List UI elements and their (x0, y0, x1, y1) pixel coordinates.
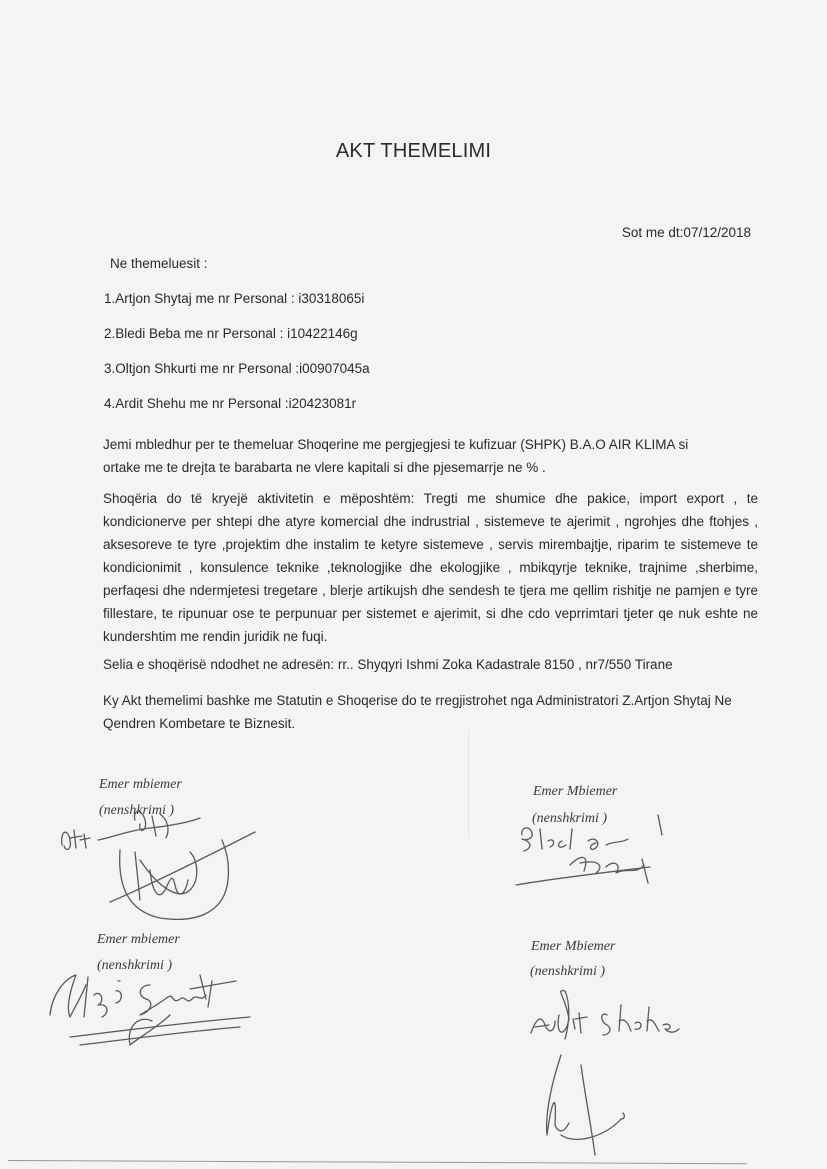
handwritten-signature (40, 955, 260, 1055)
activities-paragraph: Shoqëria do të kryejë aktivitetin e mëposhtëm: Tregti me shumice dhe pakice, import export , te kondicionerve per shtepi dhe atyre komercial dhe indrustrial , sistemeve te ajerimit , ngrohjes dhe ftohjes , aksesoreve te tyre ,projektim dhe instalim te ketyre sistemeve , servis mirembajtje, riparim te sistemeve te kondicionimit , konsulence teknike ,teknologjike dhe ekologjike , mbikqyrje teknike, trajnime ,sherbime, perfaqesi dhe ndermjetesi tregetare , blerje artikujsh dhe sendesh te tjera me qellim rishitje ne pamjen e tyre fillestare, te ripunuar ose te perpunuar per sistemet e ajerimit, si dhe cdo veprrimtari tjeter qe nuk eshte ne kundershtim me rendin juridik ne fuqi. (103, 491, 758, 644)
document-date: Sot me dt:07/12/2018 (621, 225, 751, 240)
document-title: AKT THEMELIMI (335, 140, 492, 162)
signature-sign-label: (nenshkrimi ) (99, 803, 175, 818)
scan-artifact-line (468, 730, 469, 838)
founders-intro: Ne themeluesit : (110, 256, 208, 271)
signature-name-label: Emer Mbiemer (533, 784, 618, 799)
founder-item: 2.Bledi Beba me nr Personal : i10422146g (104, 326, 358, 341)
signature-sign-label: (nenshkrimi ) (97, 958, 173, 973)
signature-sign-label: (nenshkrimi ) (530, 964, 606, 979)
signature-sign-label: (nenshkrimi ) (532, 811, 608, 826)
address-paragraph: Selia e shoqërisë ndodhet ne adresën: rr.. Shyqyri Ishmi Zoka Kadastrale 8150 , nr7/550 Tirane (103, 657, 673, 672)
handwritten-signature (40, 790, 270, 930)
signature-name-label: Emer mbiemer (99, 777, 182, 792)
handwritten-signature (510, 815, 670, 895)
signature-name-label: Emer Mbiemer (531, 939, 616, 954)
founder-item: 4.Ardit Shehu me nr Personal :i20423081r (104, 396, 357, 411)
signature-name-label: Emer mbiemer (97, 932, 180, 947)
founder-item: 3.Oltjon Shkurti me nr Personal :i00907045a (104, 361, 370, 376)
handwritten-signature (525, 985, 705, 1165)
founder-item: 1.Artjon Shytaj me nr Personal : i30318065i (104, 291, 365, 306)
founding-paragraph: Jemi mbledhur per te themeluar Shoqerine me pergjegjesi te kufizuar (SHPK) B.A.O AIR KLIMA si ortake me te drejta te barabarta ne vlere kapitali si dhe pjesemarrje ne % . (103, 437, 689, 475)
registration-paragraph: Ky Akt themelimi bashke me Statutin e Shoqerise do te rregjistrohet nga Administratori Z.Artjon Shytaj Ne Qendren Kombetare te Biznesit. (103, 693, 732, 731)
